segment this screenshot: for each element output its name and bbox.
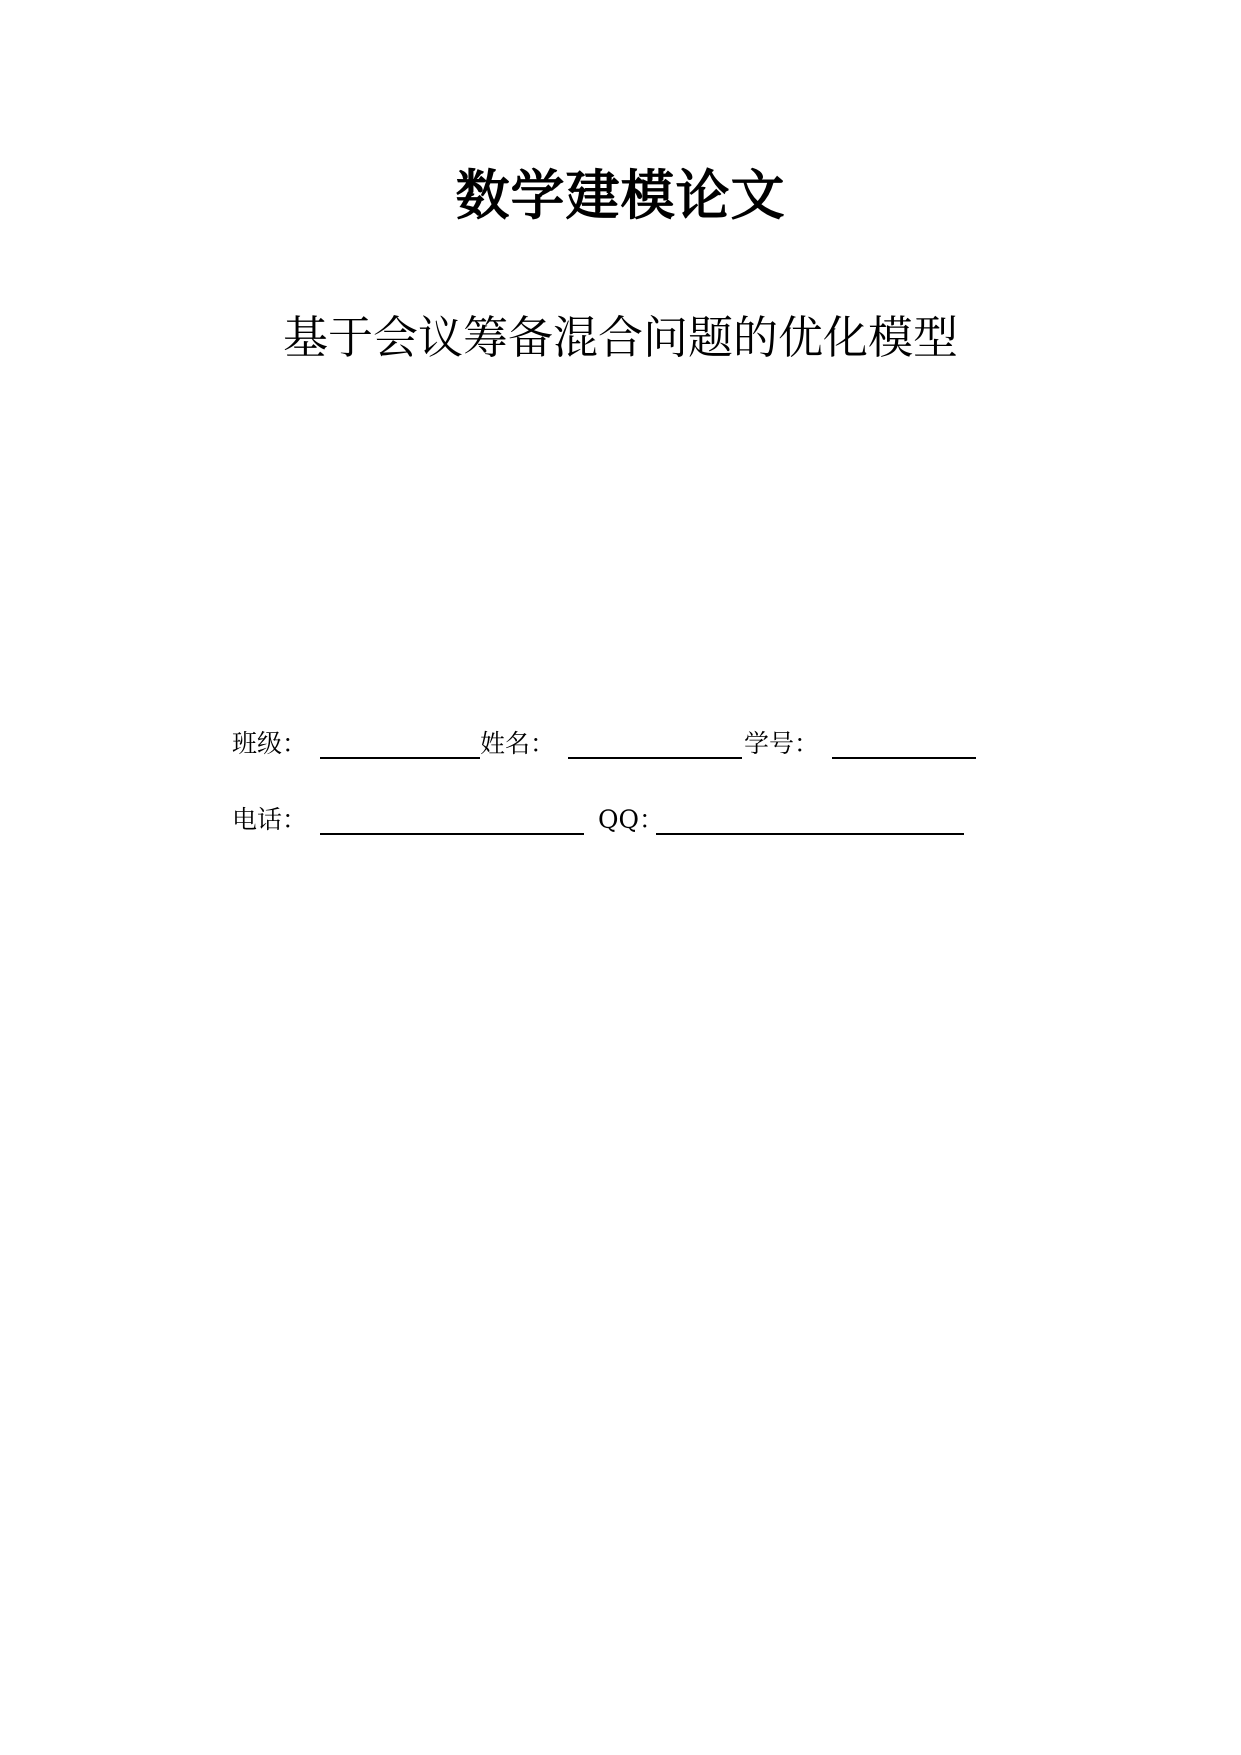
student-id-blank-field[interactable] xyxy=(832,757,976,759)
phone-label: 电话： xyxy=(232,805,308,834)
qq-label: QQ： xyxy=(598,805,664,834)
name-label: 姓名： xyxy=(480,729,556,758)
class-label: 班级： xyxy=(232,729,308,758)
name-blank-field[interactable] xyxy=(568,757,742,759)
qq-blank-field[interactable] xyxy=(656,833,964,835)
phone-blank-field[interactable] xyxy=(320,833,584,835)
paper-subtitle: 基于会议筹备混合问题的优化模型 xyxy=(282,311,958,364)
student-id-label: 学号： xyxy=(744,729,820,758)
paper-title: 数学建模论文 xyxy=(455,164,786,227)
class-blank-field[interactable] xyxy=(320,757,480,759)
